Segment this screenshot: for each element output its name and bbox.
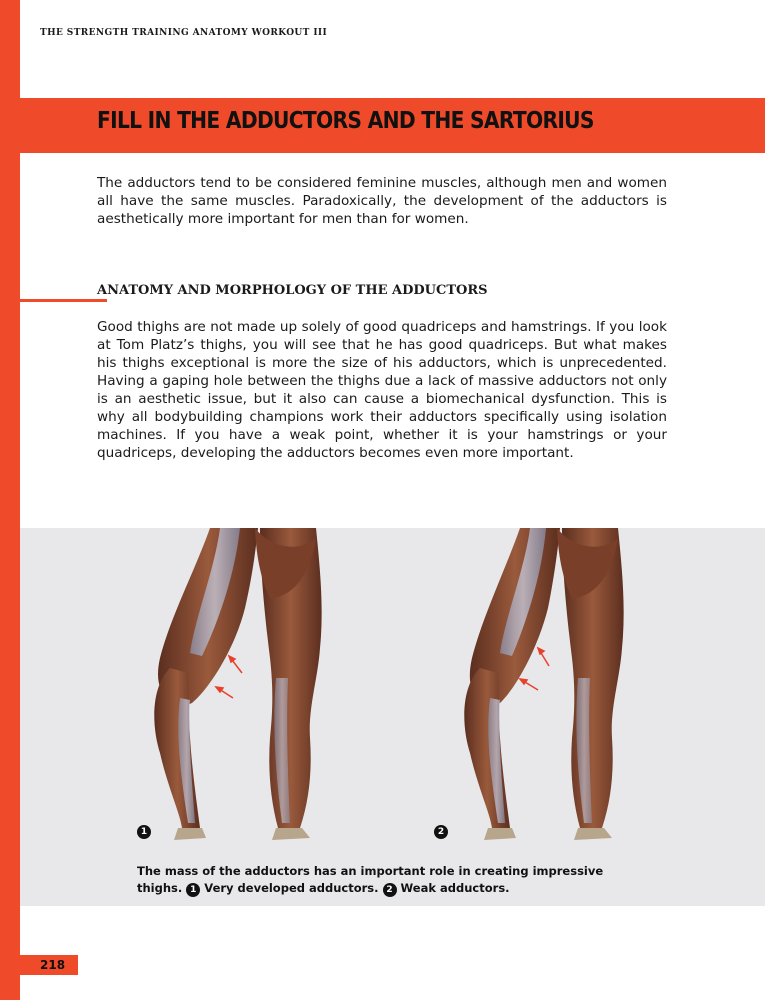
- legs-illustration: [20, 528, 765, 848]
- figure-marker-2: 2: [434, 825, 448, 839]
- chapter-title: FILL IN THE ADDUCTORS AND THE SARTORIUS: [97, 108, 594, 134]
- intro-paragraph: The adductors tend to be considered feminine muscles, although men and women all have the same muscles. Paradoxically, the development of the adductors is aesthetically more important for men than for women.: [97, 175, 667, 227]
- section-heading: ANATOMY AND MORPHOLOGY OF THE ADDUCTORS: [97, 283, 488, 298]
- section-rule: [20, 299, 107, 302]
- left-accent-bar: [0, 0, 20, 1000]
- figure-1-legs: [154, 528, 321, 840]
- caption-marker-1: 1: [186, 883, 200, 897]
- figure-1-right-leg: [255, 528, 322, 840]
- page-number-box: [20, 955, 78, 975]
- body-paragraph: Good thighs are not made up solely of good quadriceps and hamstrings. If you look at Tom Platz’s thighs, you will see that he has good quadriceps. But what makes his thighs exceptional is more the size of his adductors, which is unprecedented. Having a gaping hole between the thighs due a lack of massive adductors not only is an aesthetic issue, but it also can cause a biomechanical dysfunction. This is why all bodybuilding champions work their adductors specifically using isolation machines. If you have a weak point, whether it is your hamstrings or your quadriceps, developing the adductors becomes even more important.: [97, 319, 667, 461]
- chapter-title-band: [20, 98, 765, 153]
- figure-caption: [137, 863, 637, 897]
- figure-2-right-leg: [557, 528, 624, 840]
- figure-2-legs: [464, 528, 623, 840]
- page-number: 218: [40, 958, 66, 972]
- caption-item-1: Very developed adductors.: [204, 881, 379, 895]
- caption-item-2: Weak adductors.: [400, 881, 510, 895]
- caption-main: The mass of the adductors has an important role in creating impressive thighs.: [137, 864, 604, 895]
- illustration-panel: [20, 528, 765, 906]
- caption-marker-2: 2: [383, 883, 397, 897]
- figure-1-left-leg: [154, 528, 258, 840]
- figure-marker-1: 1: [137, 825, 151, 839]
- running-head: THE STRENGTH TRAINING ANATOMY WORKOUT III: [40, 28, 328, 38]
- figure-2-left-leg: [464, 528, 560, 840]
